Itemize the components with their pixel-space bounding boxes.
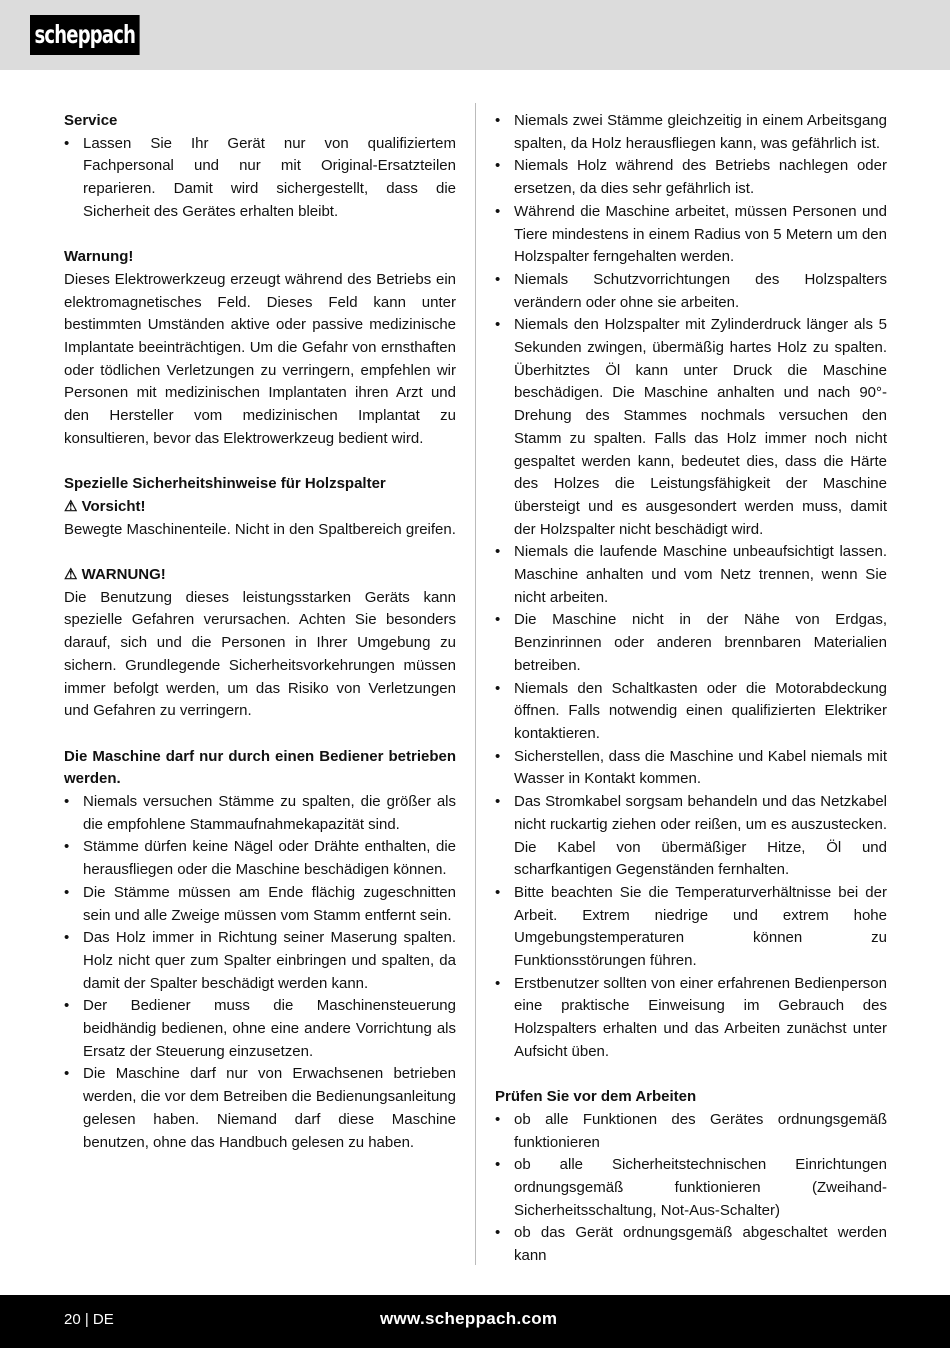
operator-heading: Die Maschine darf nur durch einen Bediener betrieben werden. [64, 747, 456, 788]
warning2-heading: ⚠ WARNUNG! [64, 566, 166, 584]
list-item: • Niemals den Schaltkasten oder die Motorabdeckung öffnen. Falls notwendig einen qualifizierten Elektriker kontaktieren. [495, 678, 887, 746]
caution-text: Bewegte Maschinenteile. Nicht in den Spaltbereich greifen. [64, 520, 456, 538]
list-item: • Erstbenutzer sollten von einer erfahrenen Bedienperson eine praktische Einweisung im Gebrauch des Holzspalters erhalten und das Arbeiten zunächst unter Aufsicht üben. [495, 973, 887, 1064]
list-item: • Niemals zwei Stämme gleichzeitig in einem Arbeitsgang spalten, da Holz herausfliegen kann, was gefährlich ist. [495, 110, 887, 155]
list-item: • Bitte beachten Sie die Temperaturverhältnisse bei der Arbeit. Extrem niedrige und extrem hohe Umgebungstemperaturen können zu Funktionsstörungen führen. [495, 882, 887, 973]
warning-text: Dieses Elektrowerkzeug erzeugt während des Betriebs ein elektromagnetisches Feld. Dieses Feld kann unter bestimmten Umständen aktive oder passive medizinische Implantate beeinträchtigen. Um die Gefahr von ernsthaften oder tödlichen Verletzungen zu verringern, empfehlen wir Personen mit medizinischen Implantaten ihren Arzt und den Hersteller vom medizinischen Implantat zu konsultieren, bevor das Elektrowerkzeug bedient wird. [64, 270, 456, 447]
check-heading: Prüfen Sie vor dem Arbeiten [495, 1088, 697, 1106]
list-item: • Sicherstellen, dass die Maschine und Kabel niemals mit Wasser in Kontakt kommen. [495, 746, 887, 791]
list-item: • Die Maschine nicht in der Nähe von Erdgas, Benzinrinnen oder anderen brennbaren Materialien betreiben. [495, 609, 887, 677]
left-column [64, 110, 456, 1154]
list-item: • ob alle Funktionen des Gerätes ordnungsgemäß funktionieren [495, 1109, 887, 1154]
list-item: • ob das Gerät ordnungsgemäß abgeschaltet werden kann [495, 1222, 887, 1267]
check-list [495, 1109, 887, 1268]
list-item: • Der Bediener muss die Maschinensteuerung beidhändig bedienen, ohne eine andere Vorrichtung als Ersatz der Steuerung einzusetzen. [64, 995, 456, 1063]
list-item: • Niemals versuchen Stämme zu spalten, die größer als die empfohlene Stammaufnahmekapazität sind. [64, 791, 456, 836]
list-item: • Das Stromkabel sorgsam behandeln und das Netzkabel nicht ruckartig ziehen oder reißen, um es auszustecken. Die Kabel von übermäßiger Hitze, Öl und scharfkantigen Gegenständen fernhalten. [495, 791, 887, 882]
list-item: • Niemals Holz während des Betriebs nachlegen oder ersetzen, da dies sehr gefährlich ist. [495, 155, 887, 200]
list-item: • Lassen Sie Ihr Gerät nur von qualifiziertem Fachpersonal und nur mit Original-Ersatzteilen reparieren. Damit wird sichergestellt, dass die Sicherheit des Gerätes erhalten bleibt. [64, 133, 456, 224]
special-safety-heading: Spezielle Sicherheitshinweise für Holzspalter [64, 475, 386, 493]
list-item: • Niemals den Holzspalter mit Zylinderdruck länger als 5 Sekunden zwingen, übermäßig hartes Holz zu spalten. Überhitztes Öl kann unter Druck die Maschine beschädigen. Die Maschine anhalten und nach 90°-Drehung des Stammes nochmals versuchen den Stamm zu spalten. Falls das Holz immer noch nicht gespaltet werden kann, bedeutet dies, dass die Härte des Holzes die Leistungsfähigkeit der Maschine übersteigt und es ausgesondert werden muss, damit der Holzspalter nicht beschädigt wird. [495, 314, 887, 541]
list-item: • ob alle Sicherheitstechnischen Einrichtungen ordnungsgemäß funktionieren (Zweihand- Sicherheitsschaltung, Not-Aus-Schalter) [495, 1154, 887, 1222]
list-item: • Das Holz immer in Richtung seiner Maserung spalten. Holz nicht quer zum Spalter einbringen und spalten, da damit der Spalter beschädigt werden kann. [64, 927, 456, 995]
list-item: • Während die Maschine arbeitet, müssen Personen und Tiere mindestens in einem Radius von 5 Metern um den Holzspalter ferngehalten werden. [495, 201, 887, 269]
list-item: • Stämme dürfen keine Nägel oder Drähte enthalten, die herausfliegen oder die Maschine beschädigen können. [64, 836, 456, 881]
caution-heading: ⚠ Vorsicht! [64, 497, 146, 515]
column-divider [475, 103, 476, 1265]
warning-heading: Warnung! [64, 248, 134, 266]
scheppach-logo: scheppach [30, 15, 140, 55]
page-footer [0, 1295, 950, 1348]
service-list [64, 133, 456, 224]
list-item: • Die Stämme müssen am Ende flächig zugeschnitten sein und alle Zweige müssen vom Stamm entfernt sein. [64, 882, 456, 927]
list-item: • Niemals die laufende Maschine unbeaufsichtigt lassen. Maschine anhalten und vom Netz trennen, wenn Sie nicht arbeiten. [495, 541, 887, 609]
warning2-text: Die Benutzung dieses leistungsstarken Geräts kann spezielle Gefahren verursachen. Achten Sie besonders darauf, sich und die Personen in Ihrer Umgebung zu sichern. Grundlegende Sicherheitsvorkehrungen müssen immer befolgt werden, um das Risiko von Verletzungen und Gefahren zu verringern. [64, 588, 456, 720]
website-link[interactable]: www.scheppach.com [380, 1309, 558, 1328]
service-heading: Service [64, 112, 118, 129]
list-item: • Niemals Schutzvorrichtungen des Holzspalters verändern oder ohne sie arbeiten. [495, 269, 887, 314]
operator-list [64, 791, 456, 1154]
safety-list [495, 110, 887, 1064]
right-column [495, 110, 887, 1268]
page-header [0, 0, 950, 70]
list-item: • Die Maschine darf nur von Erwachsenen betrieben werden, die vor dem Betreiben die Bedienungsanleitung gelesen haben. Niemand darf diese Maschine benutzen, ohne das Handbuch gelesen zu haben. [64, 1063, 456, 1154]
page-number: 20 | DE [64, 1311, 114, 1328]
